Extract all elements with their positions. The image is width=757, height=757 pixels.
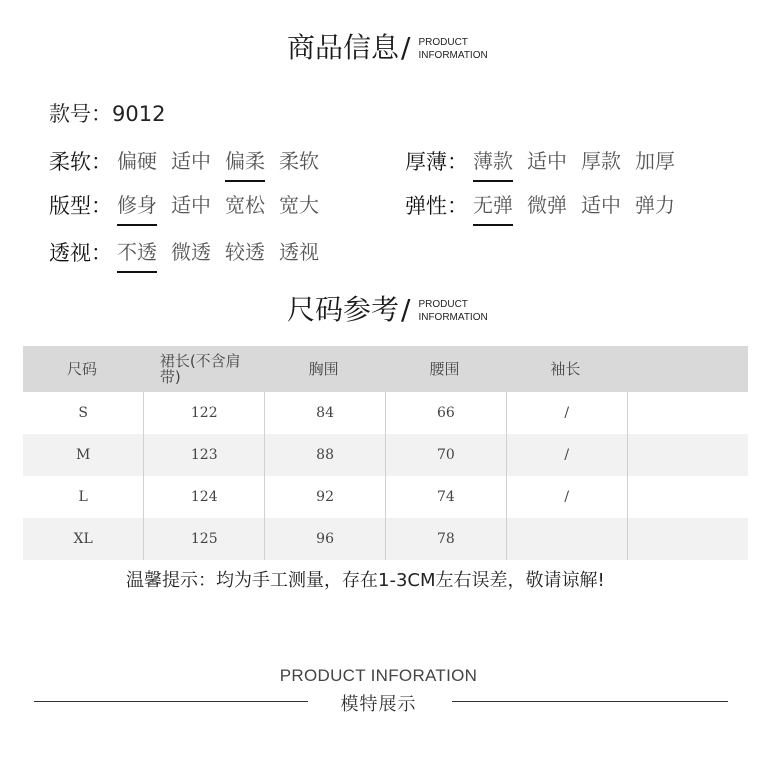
col-header-extra (627, 346, 748, 392)
elasticity-option: 弹力 (635, 193, 675, 217)
measurement-notice: 温馨提示：均为手工测量，存在1-3CM左右误差，敬请谅解! (126, 570, 605, 591)
size-ref-title (287, 293, 488, 326)
table-row (23, 434, 748, 476)
elasticity-option: 微弹 (527, 193, 567, 217)
title-slash: / (401, 31, 411, 64)
table-cell: 88 (265, 434, 386, 476)
title-en-line1: PRODUCT (418, 37, 468, 48)
table-cell: 74 (385, 476, 506, 518)
softness-option: 适中 (171, 149, 211, 173)
size-title-en-line1: PRODUCT (418, 299, 468, 310)
softness-option: 柔软 (279, 149, 319, 173)
softness-option-selected: 偏柔 (225, 144, 265, 178)
fit-option-selected: 修身 (117, 188, 157, 222)
table-cell: L (23, 476, 144, 518)
table-cell: S (23, 392, 144, 434)
attr-transparency (49, 235, 333, 269)
table-cell: 96 (265, 518, 386, 560)
size-title-slash: / (401, 293, 411, 326)
elasticity-option: 适中 (581, 193, 621, 217)
col-header-waist: 腰围 (385, 346, 506, 392)
table-row (23, 476, 748, 518)
table-cell: / (506, 476, 627, 518)
softness-option: 偏硬 (117, 149, 157, 173)
table-cell (627, 518, 748, 560)
footer-en-title: PRODUCT INFORATION (279, 666, 478, 685)
col-header-bust: 胸围 (265, 346, 386, 392)
transparency-option: 微透 (171, 240, 211, 264)
table-cell: XL (23, 518, 144, 560)
fit-option: 适中 (171, 193, 211, 217)
size-table-header (23, 346, 748, 392)
title-en (418, 36, 487, 62)
attr-thickness (405, 144, 689, 178)
table-cell: 122 (144, 392, 265, 434)
table-cell: 84 (265, 392, 386, 434)
table-row (23, 392, 748, 434)
thickness-option: 适中 (527, 149, 567, 173)
elasticity-label: 弹性： (405, 194, 468, 218)
table-cell (506, 518, 627, 560)
col-header-sleeve: 袖长 (506, 346, 627, 392)
product-info-title (287, 31, 488, 64)
style-number: 款号：9012 (49, 102, 166, 126)
transparency-option: 较透 (225, 240, 265, 264)
size-table (23, 346, 748, 560)
table-cell: 125 (144, 518, 265, 560)
attr-softness (49, 144, 333, 178)
size-ref-heading: 尺码参考 (287, 293, 400, 326)
transparency-option: 透视 (279, 240, 319, 264)
footer-cn-title: 模特展示 (340, 694, 417, 715)
softness-label: 柔软： (49, 150, 112, 174)
fit-option: 宽松 (225, 193, 265, 217)
table-cell: 78 (385, 518, 506, 560)
thickness-option-selected: 薄款 (473, 144, 513, 178)
footer-right-rule (452, 701, 728, 702)
table-cell (627, 392, 748, 434)
table-cell: / (506, 434, 627, 476)
col-header-length: 裙长(不含肩带) (144, 346, 265, 392)
transparency-option-selected: 不透 (117, 235, 157, 269)
attr-elasticity (405, 188, 689, 222)
size-title-en-line2: INFORMATION (418, 312, 488, 323)
table-cell: 124 (144, 476, 265, 518)
fit-option: 宽大 (279, 193, 319, 217)
table-row (23, 518, 748, 560)
table-cell: / (506, 392, 627, 434)
thickness-option: 加厚 (635, 149, 675, 173)
transparency-label: 透视： (49, 241, 112, 265)
col-header-size: 尺码 (23, 346, 144, 392)
table-cell: 92 (265, 476, 386, 518)
fit-label: 版型： (49, 194, 112, 218)
elasticity-option-selected: 无弹 (473, 188, 513, 222)
table-cell: 70 (385, 434, 506, 476)
table-cell: 66 (385, 392, 506, 434)
table-cell: M (23, 434, 144, 476)
table-cell (627, 434, 748, 476)
thickness-option: 厚款 (581, 149, 621, 173)
title-en-line2: INFORMATION (418, 50, 488, 61)
size-title-en (418, 298, 487, 324)
thickness-label: 厚薄： (405, 150, 468, 174)
attr-fit (49, 188, 333, 222)
product-info-heading: 商品信息 (287, 31, 400, 64)
table-cell: 123 (144, 434, 265, 476)
table-cell (627, 476, 748, 518)
